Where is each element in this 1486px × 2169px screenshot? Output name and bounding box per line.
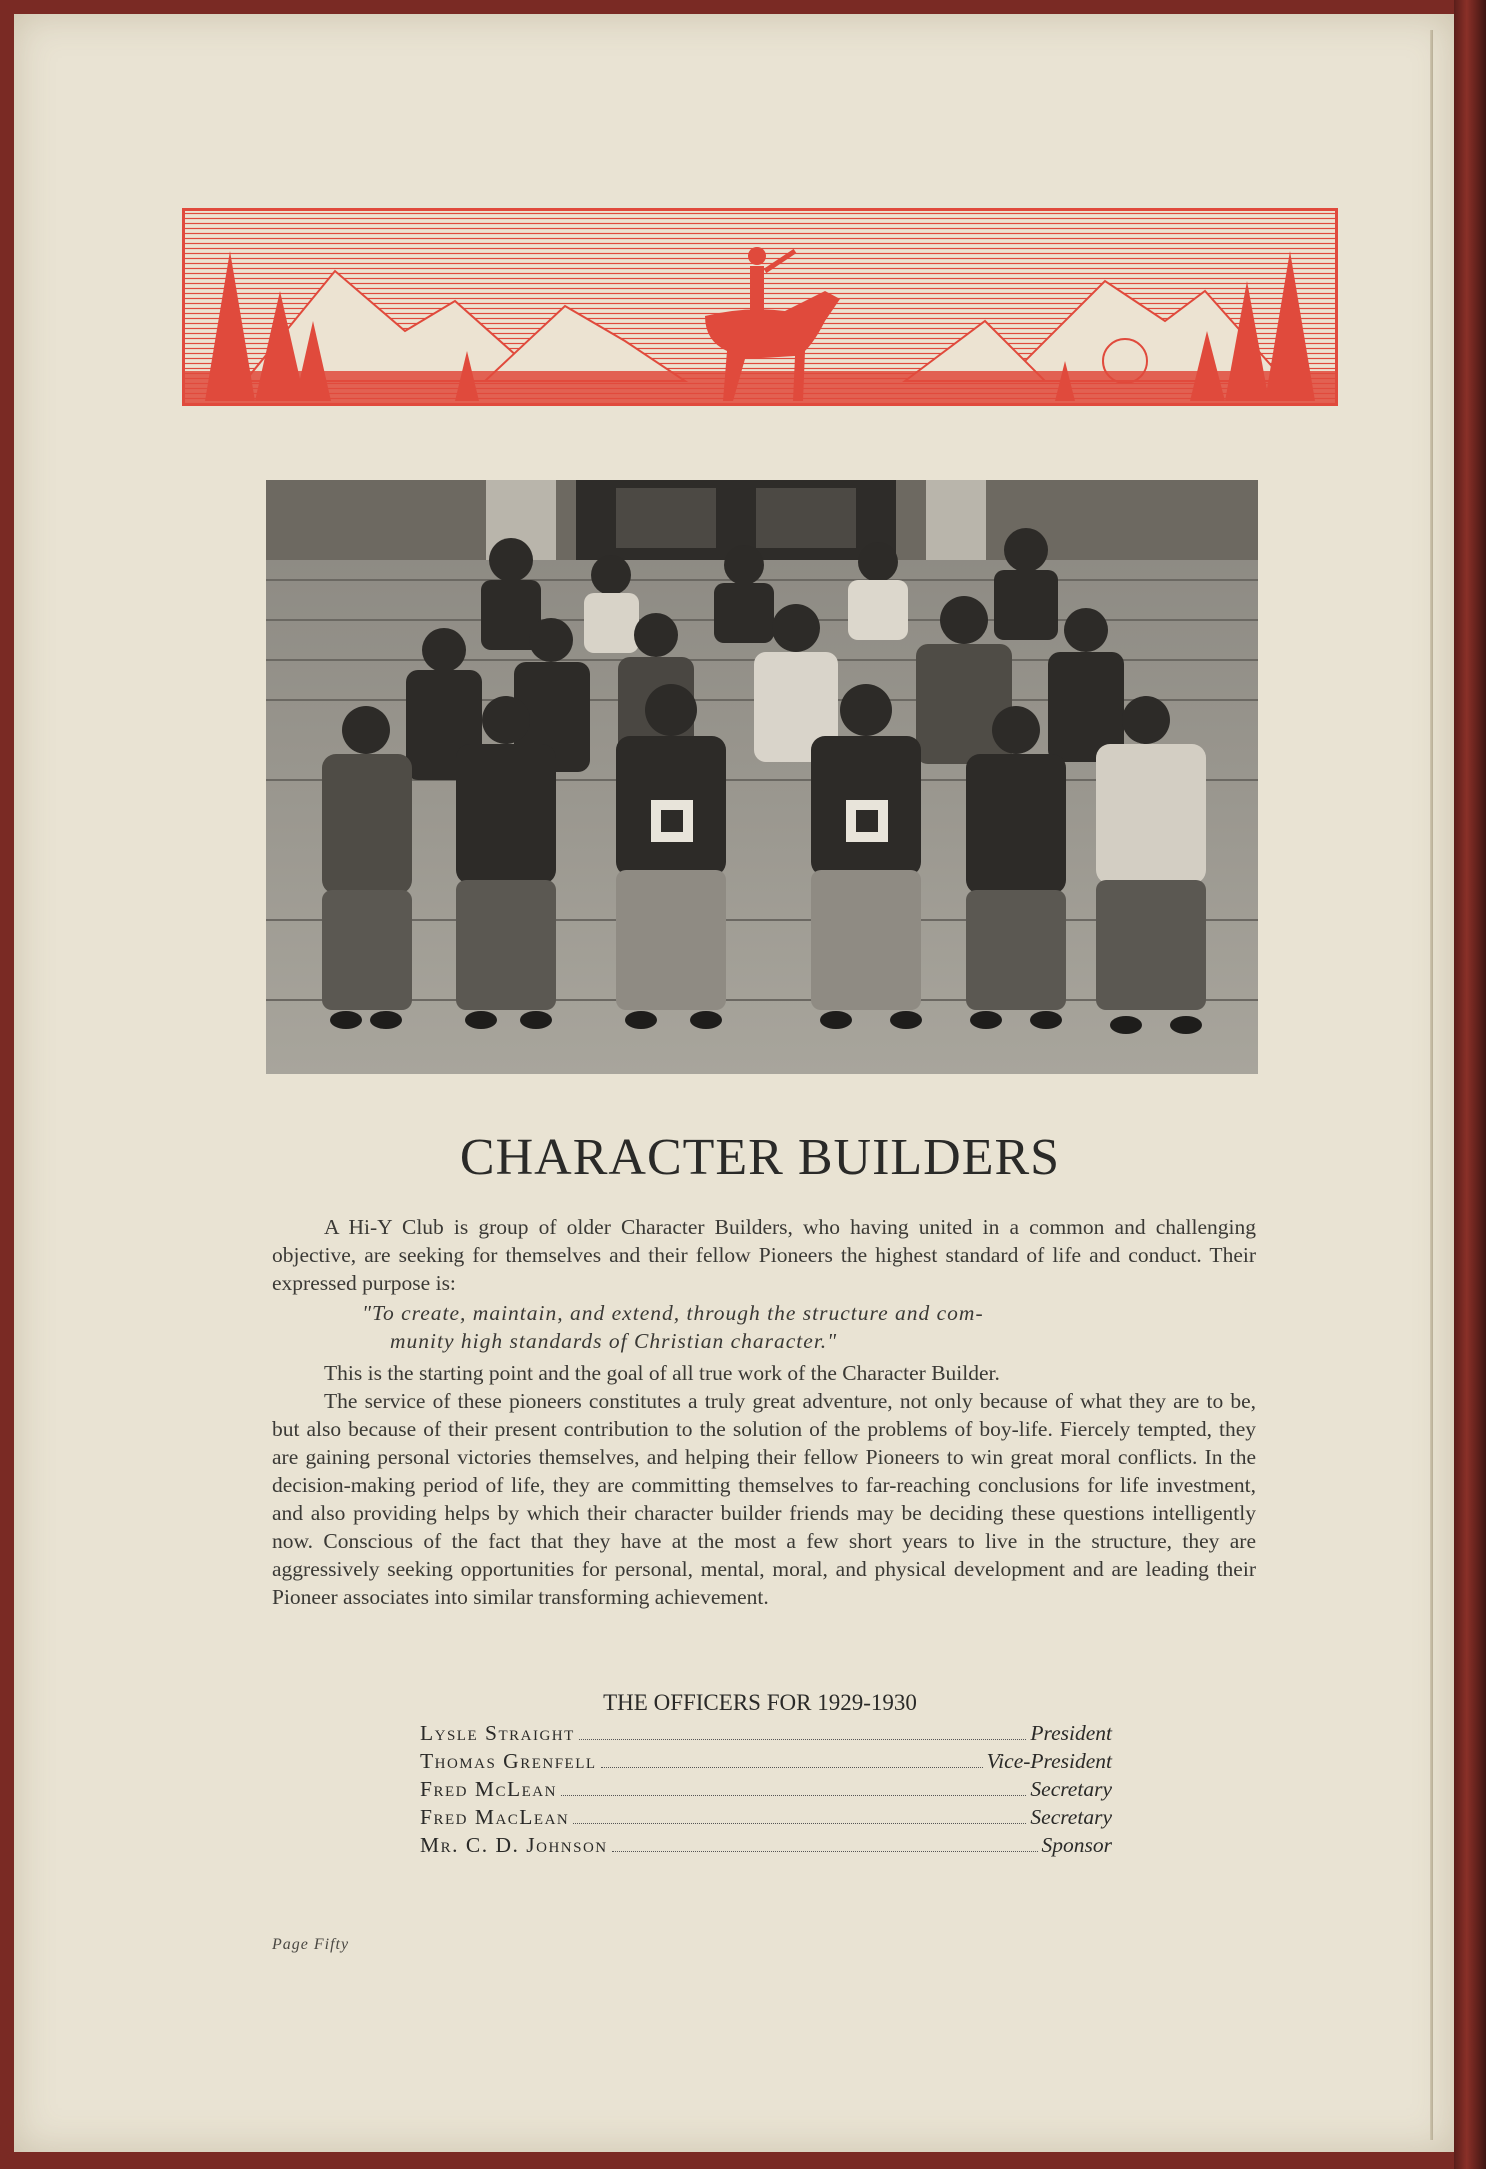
officer-role: Vice-President xyxy=(986,1749,1112,1773)
officers-heading: THE OFFICERS FOR 1929-1930 xyxy=(603,1690,917,1715)
officer-name: Mr. C. D. Johnson xyxy=(420,1833,608,1857)
hi-y-club-group-photo xyxy=(266,480,1258,1074)
western-landscape-banner xyxy=(182,208,1338,406)
page-gutter xyxy=(1430,30,1433,2140)
officer-name: Fred MacLean xyxy=(420,1805,570,1829)
service-paragraph: The service of these pioneers constitutes a truly great adventure, not only because of what they are to be, but also because of their present contribution to the solution of the problems of boy-life. Fiercely tempted, they are gaining personal victories themselves, and helping their fellow Pioneers to win great moral conflicts. In the decision-making period of life, they are committing themselves to far-reaching conclusions for life investment, and also providing helps by which their character builder friends may be deciding these questions intelligently now. Conscious of the fact that they have at the most a few short years to live in the structure, they are aggressively seeking opportunities for personal, mental, moral, and physical development and are leading their Pioneer associates into similar transforming achievement. xyxy=(272,1389,1256,1609)
officer-row xyxy=(420,1749,1112,1777)
intro-paragraph: A Hi-Y Club is group of older Character Builders, who having united in a common and challenging objective, are seeking for themselves and their fellow Pioneers the highest standard of life and conduct. Their expressed purpose is: xyxy=(272,1215,1256,1295)
quote-line-2: munity high standards of Christian character." xyxy=(390,1329,838,1353)
leader-dots xyxy=(612,1851,1038,1852)
officer-name: Lysle Straight xyxy=(420,1721,575,1745)
leader-dots xyxy=(601,1767,983,1768)
officer-role: Sponsor xyxy=(1041,1833,1112,1857)
officer-name: Thomas Grenfell xyxy=(420,1749,597,1773)
article-body xyxy=(272,1213,1256,1611)
officer-role: Secretary xyxy=(1030,1805,1112,1829)
officers-list xyxy=(420,1721,1112,1861)
officer-role: President xyxy=(1030,1721,1112,1745)
officer-row xyxy=(420,1777,1112,1805)
book-cover-edge xyxy=(1454,0,1486,2169)
officer-row xyxy=(420,1833,1112,1861)
officer-row xyxy=(420,1805,1112,1833)
leader-dots xyxy=(561,1795,1026,1796)
leader-dots xyxy=(573,1823,1026,1824)
purpose-quote xyxy=(362,1299,1182,1355)
officer-name: Fred McLean xyxy=(420,1777,557,1801)
goal-paragraph: This is the starting point and the goal of all true work of the Character Builder. xyxy=(324,1361,1000,1385)
leader-dots xyxy=(579,1739,1027,1740)
page-number: Page Fifty xyxy=(272,1936,350,1953)
officer-role: Secretary xyxy=(1030,1777,1112,1801)
officer-row xyxy=(420,1721,1112,1749)
page-title: CHARACTER BUILDERS xyxy=(459,1129,1061,1186)
quote-line-1: "To create, maintain, and extend, through the structure and com- xyxy=(362,1301,984,1325)
